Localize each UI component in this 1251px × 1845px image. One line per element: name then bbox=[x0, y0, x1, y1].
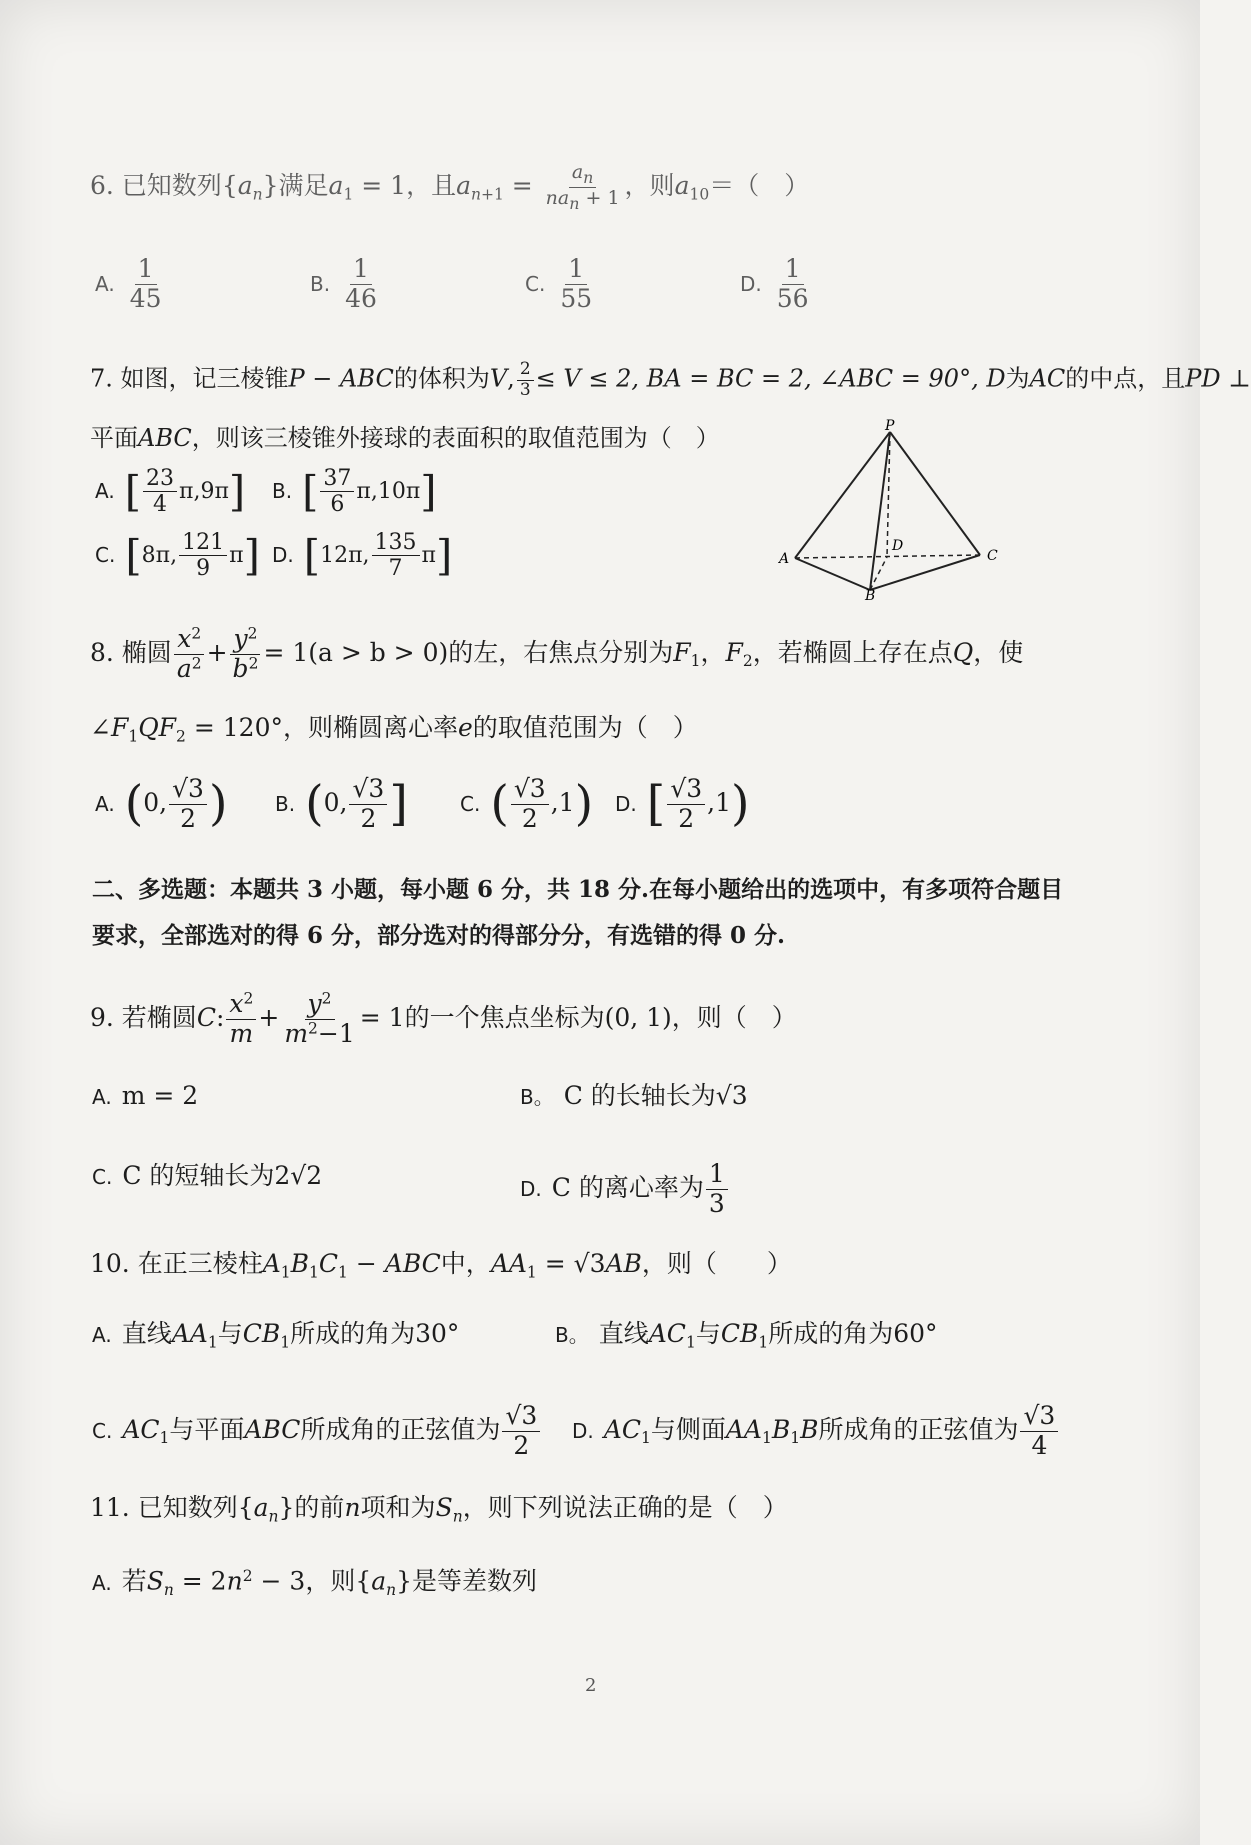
label-c: C bbox=[987, 548, 998, 564]
q8-option-c[interactable]: C. ( $\frac{√3}{2}$ ,1) bbox=[460, 774, 594, 833]
question-10-stem: 10. 在正三棱柱$A_1B_1C_1$ − ABC中，$AA_1 = √3AB$，则（ ） bbox=[90, 1249, 792, 1282]
q7-option-a[interactable]: A. [ $\frac{23}{4}$ π,9π] bbox=[95, 466, 246, 518]
q9-option-d[interactable]: D. C 的离心率为 $\frac{1}{3}$ bbox=[520, 1160, 730, 1219]
label-d: D bbox=[892, 538, 904, 554]
q10-option-b[interactable]: B。 直线$AC_1$与$CB_1$所成的角为60° bbox=[555, 1319, 938, 1352]
question-8-line1: 8. 椭圆 $\frac{x^2}{a^2}$ + $\frac{y^2}{b^2}$ = 1(a > b > 0)的左，右焦点分别为$F_1$，$F_2$，若椭圆上存在点Q，使 bbox=[90, 624, 1024, 683]
label-a: A bbox=[779, 551, 790, 567]
q6-option-d[interactable]: D. $\frac{1}{56}$ bbox=[740, 254, 809, 313]
label-p: P bbox=[885, 418, 895, 434]
q7-option-b[interactable]: B. [ $\frac{37}{6}$ π,10π] bbox=[272, 466, 437, 518]
question-11-stem: 11. 已知数列$\{a_n\}$的前n项和为$S_n$，则下列说法正确的是（ ） bbox=[90, 1493, 788, 1526]
edge-pc bbox=[890, 432, 980, 555]
section-2-header-line1: 二、多选题：本题共 3 小题，每小题 6 分，共 18 分.在每小题给出的选项中，有多项符合题目 bbox=[92, 876, 1064, 903]
q8-option-b[interactable]: B. (0, $\frac{√3}{2}$ ] bbox=[275, 774, 408, 833]
edge-bc bbox=[870, 555, 980, 590]
q11-option-a[interactable]: A. 若$S_n = 2n^2 - 3$，则$\{a_n\}$是等差数列 bbox=[92, 1566, 538, 1599]
q10-option-c[interactable]: C. $AC_1$与平面ABC所成角的正弦值为 $\frac{√3}{2}$ bbox=[92, 1402, 542, 1461]
q8-option-d[interactable]: D. [ $\frac{√3}{2}$ ,1) bbox=[615, 774, 750, 833]
question-6-stem: 6. 已知数列$\{a_n\}$满足$a_1 = 1$，且$a_{n+1}$ = $\frac{a_n}{na_n + 1}$ ，则$a_{10}=$（ ） bbox=[90, 161, 810, 213]
q8-option-a[interactable]: A. (0, $\frac{√3}{2}$ ) bbox=[95, 774, 228, 833]
q9-option-a[interactable]: A. m = 2 bbox=[92, 1081, 199, 1110]
q6-option-a[interactable]: A. $\frac{1}{45}$ bbox=[95, 254, 162, 313]
question-7-line2: 平面ABC，则该三棱锥外接球的表面积的取值范围为（ ） bbox=[90, 424, 720, 452]
q7-option-c[interactable]: C. [8π, $\frac{121}{9}$ π] bbox=[95, 530, 260, 582]
q10-option-d[interactable]: D. $AC_1$与侧面$AA_1B_1B$所成角的正弦值为 $\frac{√3}{4}$ bbox=[572, 1402, 1060, 1461]
page-number: 2 bbox=[585, 1675, 597, 1696]
edge-ab bbox=[795, 558, 870, 590]
question-8-line2: $\angle F_1QF_2 = 120^\circ$，则椭圆离心率e的取值范围为（ ） bbox=[90, 713, 698, 746]
q9-option-c[interactable]: C. C 的短轴长为2√2 bbox=[92, 1161, 323, 1190]
q9-option-b[interactable]: B。 C 的长轴长为√3 bbox=[520, 1081, 748, 1110]
question-9-stem: 9. 若椭圆C: $\frac{x^2}{m}$ + $\frac{y^2}{m^2-1}$ = 1的一个焦点坐标为(0, 1)，则（ ） bbox=[90, 989, 797, 1048]
tetrahedron-figure bbox=[775, 418, 1005, 604]
q6-option-c[interactable]: C. $\frac{1}{55}$ bbox=[525, 254, 593, 313]
label-b: B bbox=[865, 588, 876, 604]
q6-option-b[interactable]: B. $\frac{1}{46}$ bbox=[310, 254, 377, 313]
q10-option-a[interactable]: A. 直线$AA_1$与$CB_1$所成的角为30° bbox=[92, 1319, 460, 1352]
question-7-line1: 7. 如图，记三棱锥P − ABC的体积为V, $\frac{2}{3}$ ≤ V ≤ 2, BA = BC = 2, ∠ABC = 90°, D为AC的中点，且PD ⊥ bbox=[90, 359, 1251, 400]
section-2-header-line2: 要求，全部选对的得 6 分，部分选对的得部分分，有选错的得 0 分. bbox=[92, 922, 786, 949]
q7-option-d[interactable]: D. [12π, $\frac{135}{7}$ π] bbox=[272, 530, 453, 582]
